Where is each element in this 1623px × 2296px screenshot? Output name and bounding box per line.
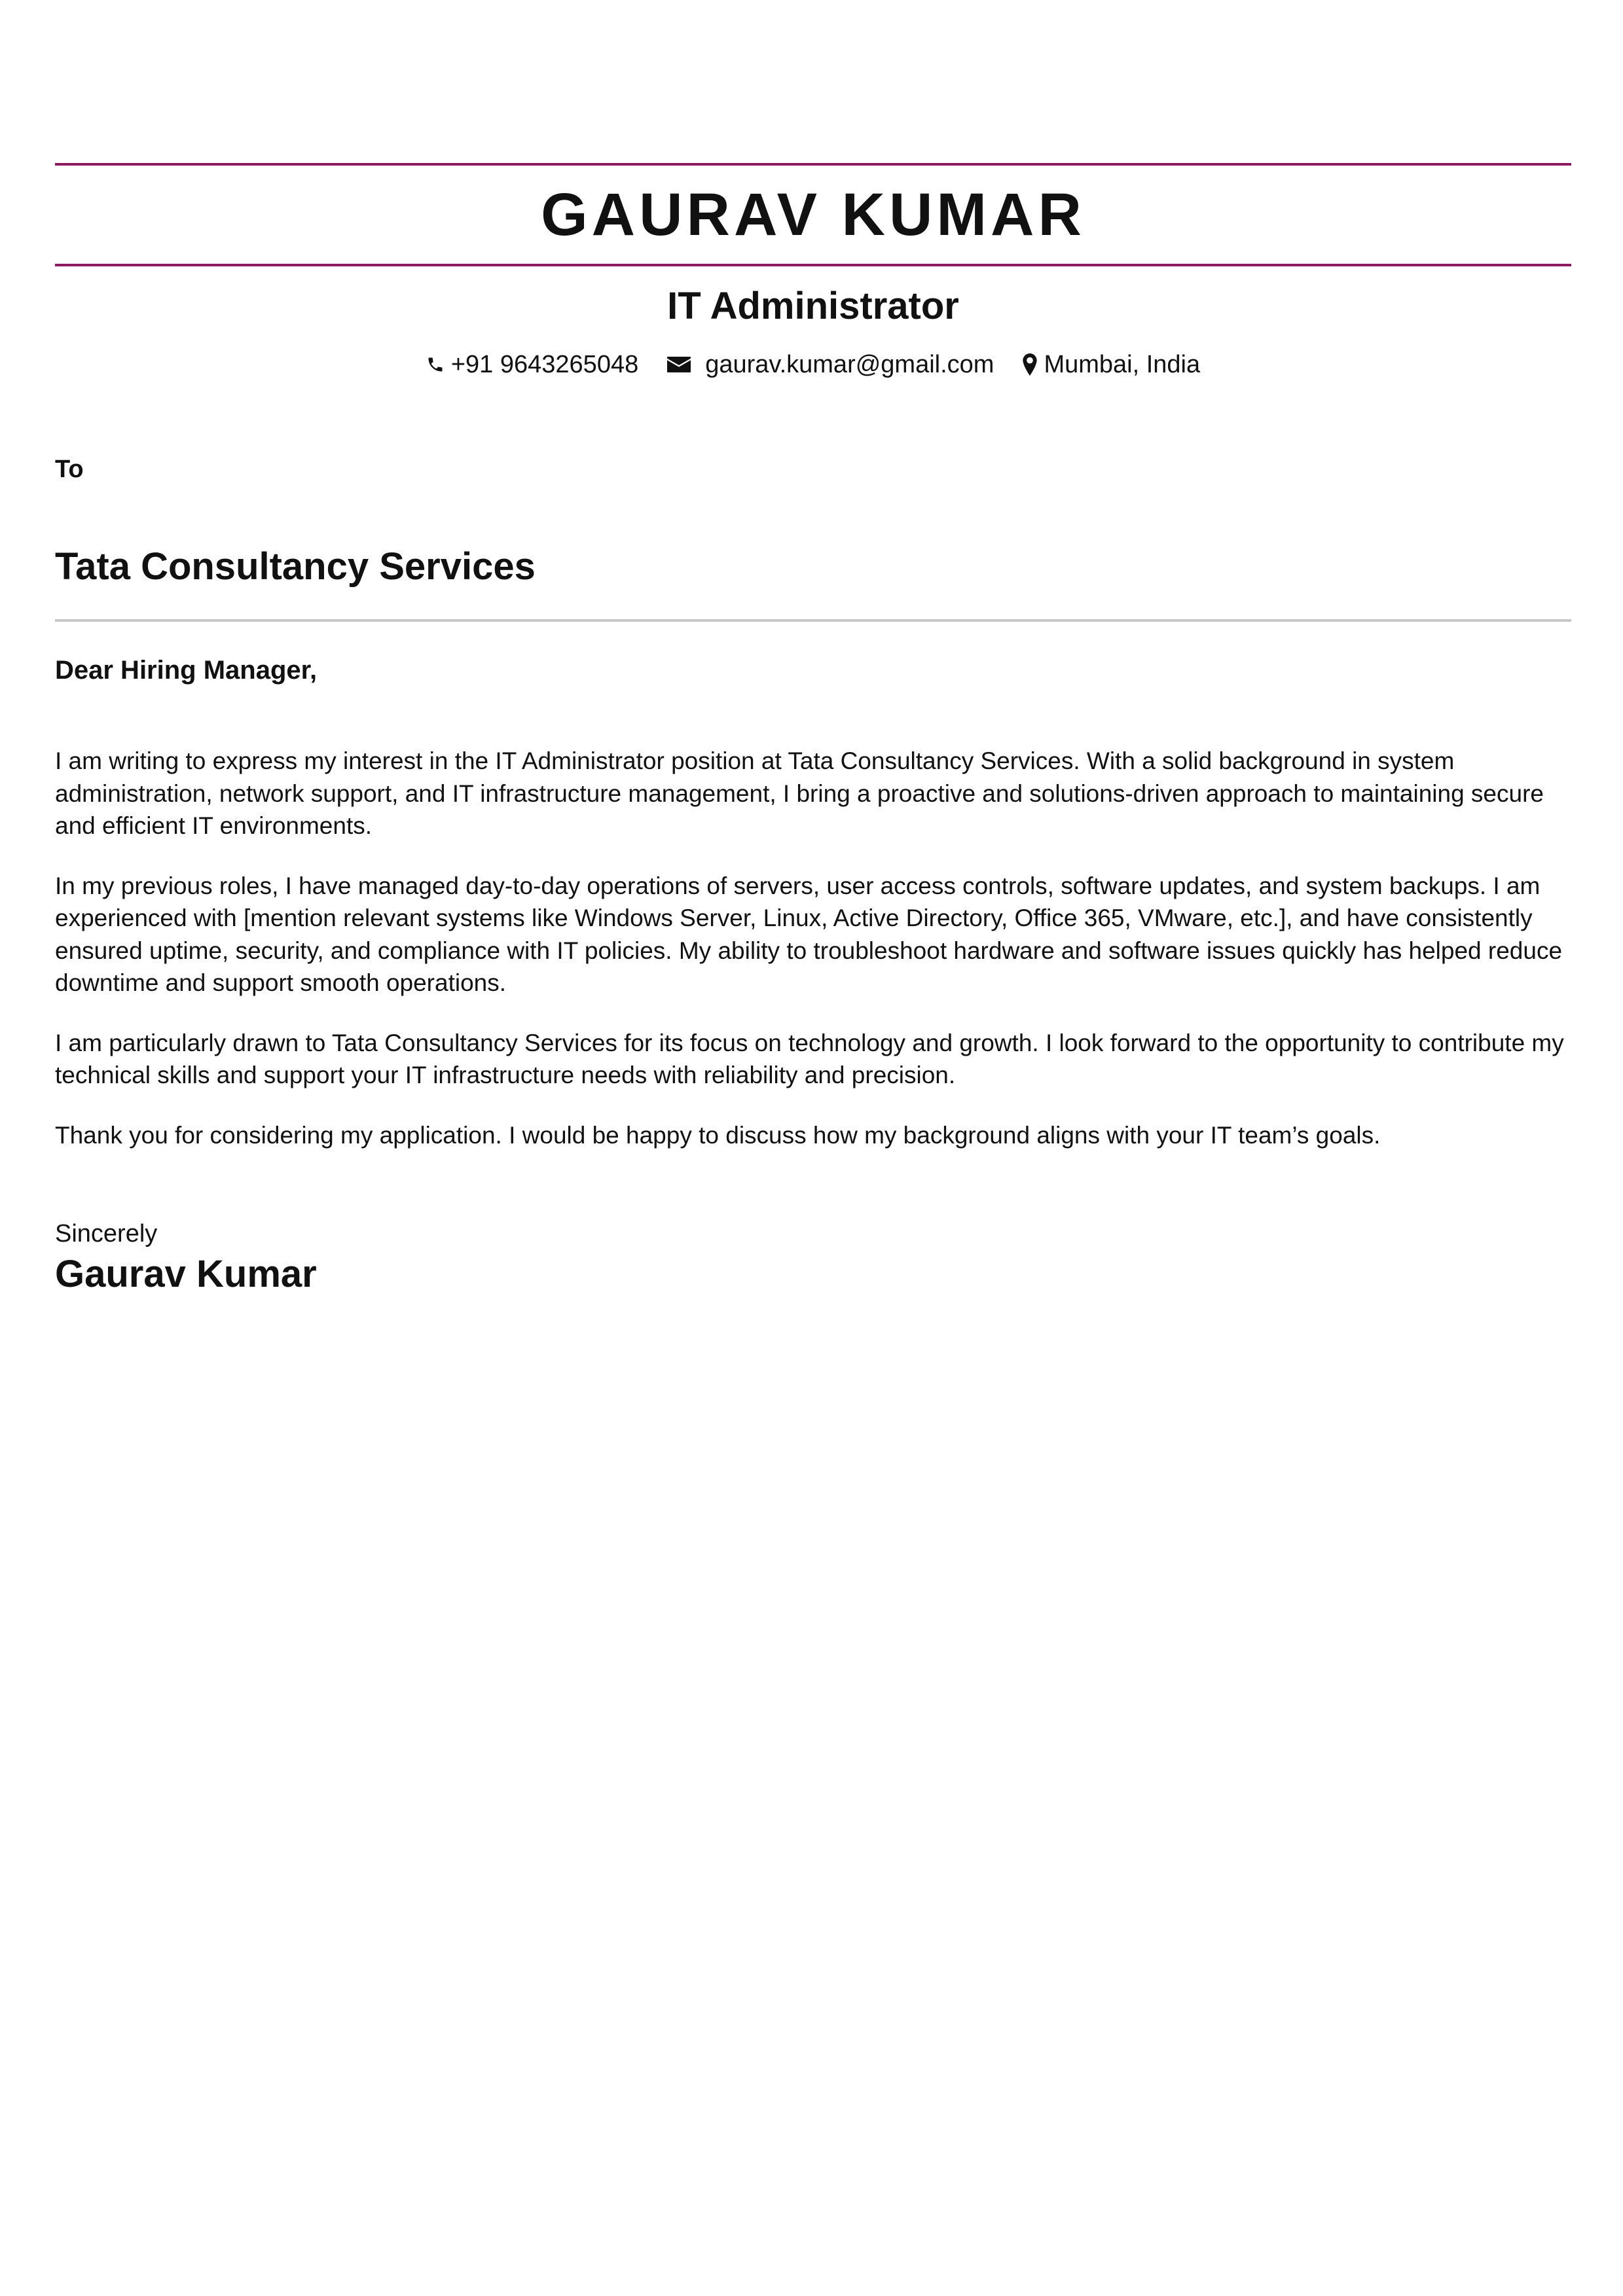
contact-location [1023,348,1200,381]
recipient-divider [55,619,1571,622]
location-text: Mumbai, India [1044,351,1201,378]
map-marker-icon [1023,353,1037,376]
letter-body [55,745,1571,1179]
to-label: To [55,456,84,483]
body-paragraph: I am particularly drawn to Tata Consultancy Services for its focus on technology and growth. I look forward to the opportunity to contribute my technical skills and support your IT infrastructure needs with reliability and precision. [55,1029,1564,1088]
signature-name: Gaurav Kumar [55,1253,317,1295]
recipient-company: Tata Consultancy Services [55,545,536,588]
phone-icon [426,354,445,375]
header-bottom-rule [55,264,1571,266]
contact-email [667,348,994,381]
body-paragraph: In my previous roles, I have managed day-to-day operations of servers, user access controls, software updates, and system backups. I am experienced with [mention relevant systems like Windows Server, Linux, Active Directory, Office 365, VMware, etc.], and have consistently ensured uptime, security, and compliance with IT policies. My ability to troubleshoot hardware and software issues quickly has helped reduce downtime and support smooth operations. [55,872,1563,996]
salutation: Dear Hiring Manager, [55,656,318,685]
applicant-name: GAURAV KUMAR [541,181,1085,248]
header-top-rule [55,163,1571,166]
body-paragraph: I am writing to express my interest in the IT Administrator position at Tata Consultancy Services. With a solid background in system administration, network support, and IT infrastructure management, I bring a proactive and solutions-driven approach to maintaining secure and efficient IT environments. [55,747,1544,839]
email-address: gaurav.kumar@gmail.com [705,351,994,378]
job-title: IT Administrator [667,285,959,327]
closing: Sincerely [55,1220,158,1247]
phone-number: +91 9643265048 [450,351,639,378]
envelope-icon [667,355,691,374]
cover-letter-page [55,0,1571,2296]
contact-phone [426,348,638,381]
body-paragraph: Thank you for considering my application. I would be happy to discuss how my background aligns with your IT team’s goals. [55,1121,1381,1149]
contact-bar [55,348,1571,381]
